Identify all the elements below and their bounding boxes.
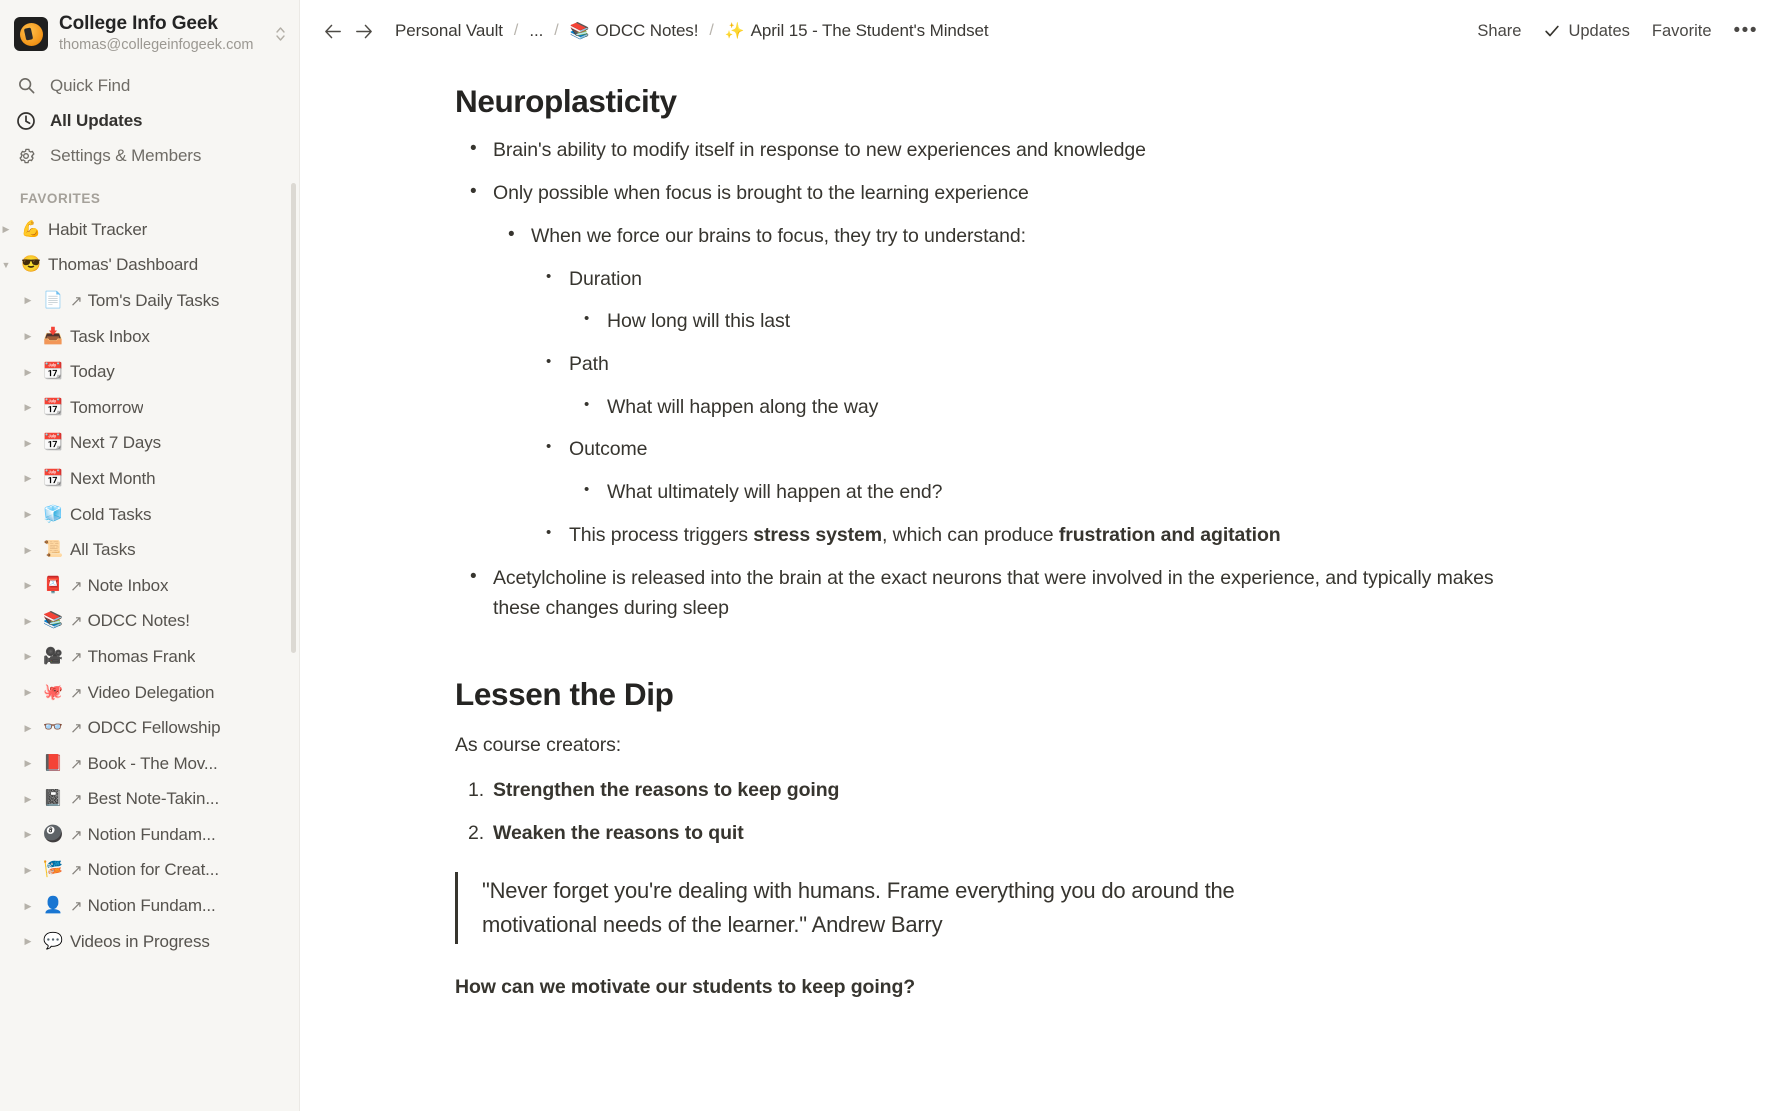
- more-options-button[interactable]: [1723, 19, 1769, 43]
- sidebar-item-label: Settings & Members: [50, 145, 202, 165]
- chevron-right-icon[interactable]: ▶: [24, 509, 32, 520]
- sidebar-tree-item[interactable]: [0, 817, 300, 853]
- numbered-list-item: 1. Strengthen the reasons to keep going: [455, 775, 1505, 805]
- updates-label: Updates: [1568, 21, 1630, 40]
- breadcrumb-item-ellipsis[interactable]: [526, 19, 546, 43]
- link-arrow-icon: ↗: [70, 648, 83, 666]
- bullet-item: • Duration: [531, 264, 1505, 294]
- page-emoji-icon: 📆: [43, 363, 63, 381]
- check-icon: [1543, 22, 1561, 40]
- numbered-list: [455, 775, 1505, 848]
- sidebar-tree-item[interactable]: [0, 568, 300, 604]
- sidebar-tree-item-label: Thomas Frank: [87, 646, 196, 666]
- chevron-right-icon[interactable]: ▶: [24, 829, 32, 840]
- chevron-right-icon[interactable]: ▶: [24, 544, 32, 555]
- bullet-item: • How long will this last: [569, 306, 1505, 336]
- page-title: Neuroplasticity: [455, 83, 677, 119]
- sidebar-primary-nav: [0, 66, 300, 181]
- sidebar-tree-item-label: Notion for Creat...: [87, 860, 219, 880]
- page-emoji-icon: 📜: [43, 541, 63, 559]
- link-arrow-icon: ↗: [70, 720, 83, 738]
- chevron-right-icon[interactable]: ▶: [24, 651, 32, 662]
- page-emoji-icon: 📥: [43, 327, 63, 345]
- bullet-item: • Brain's ability to modify itself in response to new experiences and knowledge: [455, 135, 1505, 165]
- sidebar-tree-item-label: ODCC Notes!: [87, 611, 190, 631]
- sidebar-tree-item[interactable]: [0, 426, 300, 462]
- sidebar-tree-item[interactable]: [0, 782, 300, 818]
- chevron-right-icon[interactable]: ▶: [24, 402, 32, 413]
- breadcrumb-label: Personal Vault: [395, 21, 503, 40]
- sidebar-tree-item-label: Book - The Mov...: [87, 753, 218, 773]
- sidebar-tree-item-label: Task Inbox: [70, 326, 150, 346]
- favorite-label: Favorite: [1651, 21, 1712, 40]
- workspace-avatar: [14, 17, 48, 51]
- sidebar-tree-item-label: Note Inbox: [87, 575, 169, 595]
- sidebar-tree-item-label: Notion Fundam...: [87, 824, 216, 844]
- chevron-right-icon[interactable]: ▶: [24, 331, 32, 342]
- sidebar-tree-item-label: Cold Tasks: [70, 504, 152, 524]
- sidebar-tree-item[interactable]: [0, 924, 300, 960]
- search-icon: [16, 76, 36, 96]
- sidebar-tree-item[interactable]: [0, 710, 300, 746]
- page-emoji-icon: 😎: [21, 256, 41, 274]
- breadcrumb-item-current-page[interactable]: [722, 19, 992, 43]
- link-arrow-icon: ↗: [70, 898, 83, 916]
- chevron-right-icon[interactable]: ▶: [24, 366, 32, 377]
- chevron-right-icon[interactable]: ▶: [24, 473, 32, 484]
- page-emoji-icon: 📆: [43, 469, 63, 487]
- workspace-meta: [59, 13, 266, 55]
- bullet-item: • When we force our brains to focus, they try to understand:: [493, 221, 1505, 251]
- page-content: [300, 62, 1791, 1111]
- sidebar-tree-item[interactable]: [0, 532, 300, 568]
- sidebar-item-all-updates[interactable]: [0, 103, 300, 138]
- neuroplasticity-bullet-list: [455, 135, 1505, 623]
- page-emoji-icon: 📆: [43, 398, 63, 416]
- bullet-item: • Acetylcholine is released into the brain at the exact neurons that were involved in the experience, and typically makes these changes during sleep: [455, 563, 1505, 623]
- sidebar-tree-item[interactable]: [0, 212, 300, 248]
- chevron-right-icon[interactable]: ▶: [24, 615, 32, 626]
- sidebar-tree-item-label: Next 7 Days: [70, 433, 161, 453]
- breadcrumb-separator: /: [513, 22, 519, 39]
- lightbulb-icon: [20, 23, 43, 46]
- chevron-right-icon[interactable]: ▶: [24, 722, 32, 733]
- sidebar-tree-item-label: Today: [70, 362, 115, 382]
- clock-icon: [16, 111, 36, 131]
- bullet-item: • Path: [531, 349, 1505, 379]
- sidebar-item-label: All Updates: [50, 110, 143, 130]
- topbar: [300, 0, 1791, 62]
- bullet-item: • This process triggers stress system, which can produce frustration and agitation: [531, 520, 1505, 550]
- ellipsis-icon: •••: [1733, 20, 1758, 41]
- arrow-right-icon[interactable]: [348, 16, 378, 46]
- breadcrumb-separator: /: [709, 22, 714, 39]
- page-emoji-icon: 🎱: [43, 825, 63, 843]
- books-icon: 📚: [569, 23, 590, 40]
- chevron-right-icon[interactable]: ▶: [24, 758, 32, 769]
- page-emoji-icon: 🐙: [43, 683, 63, 701]
- sidebar-tree-item-label: Best Note-Takin...: [87, 789, 220, 809]
- sidebar-tree-item[interactable]: [0, 888, 300, 924]
- breadcrumb: [392, 19, 991, 43]
- link-arrow-icon: ↗: [70, 577, 83, 595]
- breadcrumb-separator: /: [554, 22, 559, 39]
- chevron-right-icon[interactable]: ▶: [24, 793, 32, 804]
- chevron-right-icon[interactable]: ▶: [24, 580, 32, 591]
- page-emoji-icon: 👤: [43, 897, 63, 915]
- page-emoji-icon: 💬: [43, 932, 63, 950]
- section-heading-lessen-the-dip: Lessen the Dip: [455, 676, 674, 712]
- workspace-email: thomas@collegeinfogeek.com: [59, 36, 254, 53]
- link-arrow-icon: ↗: [70, 755, 83, 773]
- sidebar-tree-item-label: Notion Fundam...: [87, 896, 216, 916]
- closing-question: How can we motivate our students to keep going?: [455, 976, 916, 999]
- page-emoji-icon: 📄: [43, 291, 63, 309]
- sidebar-tree-item[interactable]: [0, 283, 300, 319]
- chevron-down-icon[interactable]: ▼: [1, 259, 11, 270]
- chevron-up-down-icon[interactable]: [270, 21, 290, 47]
- link-arrow-icon: ↗: [70, 613, 83, 631]
- chevron-right-icon[interactable]: ▶: [24, 900, 32, 911]
- breadcrumb-item-personal-vault[interactable]: [392, 19, 506, 43]
- sidebar-tree-item[interactable]: [0, 853, 300, 889]
- sidebar-tree-item-label: ODCC Fellowship: [87, 718, 221, 738]
- sidebar-item-label: Quick Find: [50, 75, 131, 95]
- page-emoji-icon: 👓: [43, 719, 63, 737]
- link-arrow-icon: ↗: [70, 292, 83, 310]
- page-emoji-icon: 🎏: [43, 861, 63, 879]
- bullet-item: • Outcome: [531, 434, 1505, 464]
- sidebar: [0, 0, 300, 1111]
- page-emoji-icon: 💪: [21, 220, 41, 238]
- sidebar-tree-item-label: Thomas' Dashboard: [48, 255, 198, 275]
- chevron-right-icon[interactable]: ▶: [24, 864, 32, 875]
- share-label: Share: [1477, 21, 1522, 40]
- breadcrumb-label: ...: [529, 21, 544, 40]
- intro-text: As course creators:: [455, 734, 622, 757]
- sidebar-tree-item[interactable]: [0, 604, 300, 640]
- bullet-item: • What will happen along the way: [569, 392, 1505, 422]
- page-emoji-icon: 📚: [43, 612, 63, 630]
- bullet-item: • Only possible when focus is brought to the learning experience: [455, 178, 1505, 208]
- link-arrow-icon: ↗: [70, 862, 83, 880]
- sidebar-tree-item[interactable]: [0, 354, 300, 390]
- sidebar-tree-item-label: Video Delegation: [87, 682, 215, 702]
- breadcrumb-label: April 15 - The Student's Mindset: [750, 21, 989, 40]
- document-body: [455, 82, 1505, 1002]
- favorites-section-label: FAVORITES: [20, 191, 101, 206]
- sidebar-tree-item-label: Tom's Daily Tasks: [87, 290, 220, 310]
- sparkles-icon: ✨: [724, 23, 745, 40]
- page-emoji-icon: 🧊: [43, 505, 63, 523]
- sidebar-tree-item[interactable]: [0, 675, 300, 711]
- sidebar-item-quick-find[interactable]: [0, 68, 300, 103]
- sidebar-tree-item-label: Next Month: [70, 468, 156, 488]
- sidebar-tree-item[interactable]: [0, 248, 300, 284]
- page-emoji-icon: 🎥: [43, 647, 63, 665]
- chevron-right-icon[interactable]: ▶: [24, 437, 32, 448]
- page-emoji-icon: 📓: [43, 790, 63, 808]
- quote-block: "Never forget you're dealing with humans. Frame everything you do around the motivational needs of the learner." Andrew Barry: [455, 872, 1355, 944]
- link-arrow-icon: ↗: [70, 684, 83, 702]
- page-emoji-icon: 📆: [43, 434, 63, 452]
- chevron-right-icon[interactable]: ▶: [24, 936, 32, 947]
- page-emoji-icon: 📮: [43, 576, 63, 594]
- breadcrumb-label: ODCC Notes!: [595, 21, 699, 40]
- sidebar-tree-item[interactable]: [0, 746, 300, 782]
- gear-icon: [16, 146, 36, 166]
- sidebar-tree-item-label: All Tasks: [70, 540, 136, 560]
- sidebar-scrollbar[interactable]: [291, 183, 296, 653]
- main-area: [300, 0, 1791, 1111]
- sidebar-tree-item[interactable]: [0, 461, 300, 497]
- sidebar-tree-item[interactable]: [0, 497, 300, 533]
- sidebar-tree-item-label: Videos in Progress: [70, 931, 210, 951]
- workspace-switcher[interactable]: [0, 0, 300, 66]
- chevron-right-icon[interactable]: ▶: [2, 224, 10, 235]
- page-emoji-icon: 📕: [43, 754, 63, 772]
- arrow-left-icon[interactable]: [318, 16, 348, 46]
- sidebar-tree-item[interactable]: [0, 390, 300, 426]
- updates-button[interactable]: [1532, 16, 1640, 47]
- sidebar-tree-item-label: Habit Tracker: [48, 219, 148, 239]
- link-arrow-icon: ↗: [70, 826, 83, 844]
- sidebar-tree-item[interactable]: [0, 319, 300, 355]
- chevron-right-icon[interactable]: ▶: [24, 687, 32, 698]
- chevron-right-icon[interactable]: ▶: [24, 295, 32, 306]
- sidebar-tree-item-label: Tomorrow: [70, 397, 144, 417]
- sidebar-item-settings-members[interactable]: [0, 138, 300, 173]
- favorite-button[interactable]: [1641, 16, 1723, 47]
- favorites-tree: [0, 212, 300, 959]
- workspace-name: College Info Geek: [59, 12, 218, 34]
- link-arrow-icon: ↗: [70, 791, 83, 809]
- sidebar-tree-item[interactable]: [0, 639, 300, 675]
- bullet-item: • What ultimately will happen at the end?: [569, 477, 1505, 507]
- numbered-list-item: 2. Weaken the reasons to quit: [455, 818, 1505, 848]
- topbar-actions: [1466, 16, 1769, 47]
- breadcrumb-item-odcc-notes[interactable]: [567, 19, 702, 43]
- share-button[interactable]: [1466, 16, 1532, 47]
